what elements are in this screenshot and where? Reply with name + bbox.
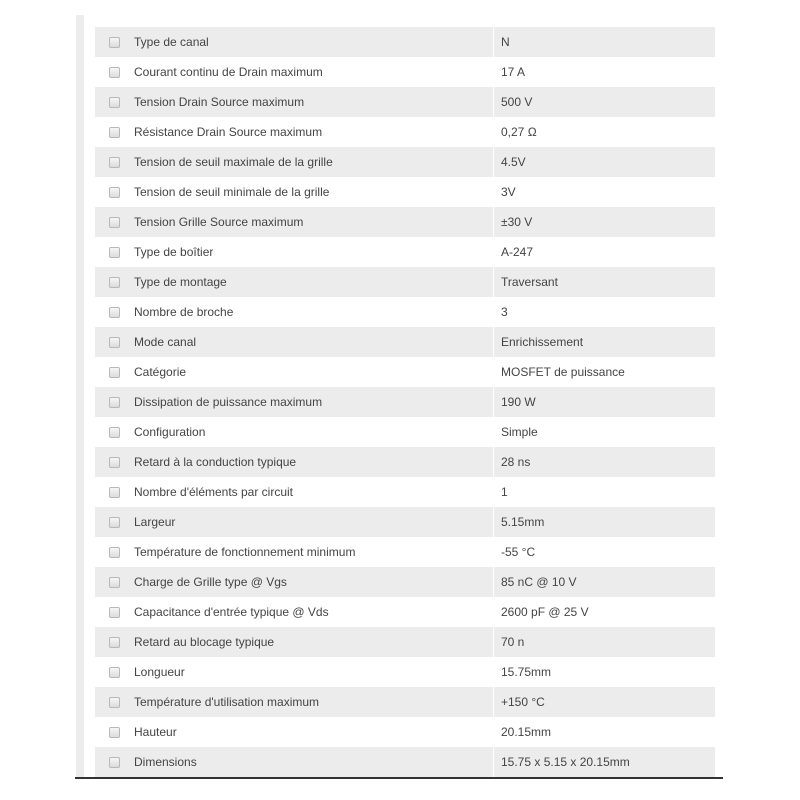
spec-value: -55 °C xyxy=(494,537,716,567)
spec-row xyxy=(95,87,715,117)
checkbox-cell xyxy=(95,387,133,417)
spec-row xyxy=(95,327,715,357)
row-checkbox[interactable] xyxy=(109,487,120,498)
spec-name: Résistance Drain Source maximum xyxy=(134,125,323,139)
spec-row xyxy=(95,657,715,687)
row-checkbox[interactable] xyxy=(109,37,120,48)
spec-name: Tension de seuil minimale de la grille xyxy=(134,185,330,199)
spec-row xyxy=(95,237,715,267)
checkbox-cell xyxy=(95,297,133,327)
spec-name: Hauteur xyxy=(134,725,177,739)
spec-row xyxy=(95,417,715,447)
row-checkbox[interactable] xyxy=(109,427,120,438)
spec-value: ±30 V xyxy=(494,207,716,237)
row-checkbox[interactable] xyxy=(109,367,120,378)
checkbox-cell xyxy=(95,477,133,507)
spec-row xyxy=(95,57,715,87)
spec-name: Largeur xyxy=(133,507,494,537)
row-checkbox[interactable] xyxy=(109,577,120,588)
row-checkbox[interactable] xyxy=(109,217,120,228)
spec-row xyxy=(95,117,715,147)
spec-row xyxy=(95,627,715,657)
spec-row xyxy=(95,177,715,207)
checkbox-cell xyxy=(95,117,133,147)
spec-value: 28 ns xyxy=(494,447,716,477)
checkbox-cell xyxy=(95,207,133,237)
spec-value: Enrichissement xyxy=(494,327,716,357)
spec-name: Capacitance d'entrée typique @ Vds xyxy=(134,605,329,619)
spec-value: 3 xyxy=(494,297,716,327)
checkbox-cell xyxy=(95,27,133,57)
spec-name: Retard au blocage typique xyxy=(133,627,494,657)
spec-name: Température de fonctionnement minimum xyxy=(134,545,356,559)
checkbox-cell xyxy=(95,627,133,657)
row-checkbox[interactable] xyxy=(109,697,120,708)
spec-value: 500 V xyxy=(494,87,716,117)
specs-table xyxy=(95,27,715,777)
checkbox-cell xyxy=(95,87,133,117)
spec-value: Traversant xyxy=(494,267,716,297)
spec-value: 1 xyxy=(494,477,716,507)
spec-name: Tension de seuil maximale de la grille xyxy=(133,147,494,177)
spec-row xyxy=(95,567,715,597)
spec-value: 5.15mm xyxy=(494,507,716,537)
bottom-divider xyxy=(75,777,723,779)
spec-row xyxy=(95,477,715,507)
spec-name: Courant continu de Drain maximum xyxy=(134,65,323,79)
spec-row xyxy=(95,357,715,387)
row-checkbox[interactable] xyxy=(109,667,120,678)
spec-row xyxy=(95,387,715,417)
spec-name: Type de boîtier xyxy=(134,245,214,259)
spec-value: A-247 xyxy=(494,237,716,267)
checkbox-cell xyxy=(95,567,133,597)
spec-value: 85 nC @ 10 V xyxy=(494,567,716,597)
checkbox-cell xyxy=(95,687,133,717)
row-checkbox[interactable] xyxy=(109,547,120,558)
spec-value: 4.5V xyxy=(494,147,716,177)
spec-value: 0,27 Ω xyxy=(494,117,716,147)
checkbox-cell xyxy=(95,147,133,177)
spec-name: Nombre de broche xyxy=(134,305,234,319)
row-checkbox[interactable] xyxy=(109,397,120,408)
spec-name: Retard à la conduction typique xyxy=(133,447,494,477)
row-checkbox[interactable] xyxy=(109,337,120,348)
row-checkbox[interactable] xyxy=(109,727,120,738)
spec-row xyxy=(95,597,715,627)
spec-name: Type de canal xyxy=(133,27,494,57)
row-checkbox[interactable] xyxy=(109,517,120,528)
spec-row xyxy=(95,267,715,297)
spec-value: 70 n xyxy=(494,627,716,657)
row-checkbox[interactable] xyxy=(109,187,120,198)
spec-row xyxy=(95,537,715,567)
checkbox-cell xyxy=(95,537,133,567)
spec-name: Tension Grille Source maximum xyxy=(133,207,494,237)
spec-row xyxy=(95,207,715,237)
spec-name: Longueur xyxy=(134,665,185,679)
row-checkbox[interactable] xyxy=(109,457,120,468)
row-checkbox[interactable] xyxy=(109,757,120,768)
spec-name: Nombre d'éléments par circuit xyxy=(134,485,294,499)
spec-row xyxy=(95,747,715,777)
spec-value: 20.15mm xyxy=(494,717,716,747)
spec-value: +150 °C xyxy=(494,687,716,717)
spec-value: 17 A xyxy=(494,57,716,87)
spec-row xyxy=(95,447,715,477)
spec-name: Charge de Grille type @ Vgs xyxy=(133,567,494,597)
spec-value: 2600 pF @ 25 V xyxy=(494,597,716,627)
checkbox-cell xyxy=(95,417,133,447)
checkbox-cell xyxy=(95,267,133,297)
row-checkbox[interactable] xyxy=(109,307,120,318)
row-checkbox[interactable] xyxy=(109,67,120,78)
spec-row xyxy=(95,507,715,537)
checkbox-cell xyxy=(95,447,133,477)
spec-name: Mode canal xyxy=(133,327,494,357)
spec-row xyxy=(95,27,715,57)
spec-name: Type de montage xyxy=(133,267,494,297)
row-checkbox[interactable] xyxy=(109,247,120,258)
spec-value: N xyxy=(494,27,716,57)
spec-name: Dimensions xyxy=(133,747,494,777)
spec-row xyxy=(95,297,715,327)
row-checkbox[interactable] xyxy=(109,127,120,138)
spec-name: Tension Drain Source maximum xyxy=(133,87,494,117)
spec-name: Température d'utilisation maximum xyxy=(133,687,494,717)
checkbox-cell xyxy=(95,507,133,537)
spec-name: Catégorie xyxy=(134,365,187,379)
spec-value: 3V xyxy=(494,177,716,207)
checkbox-cell xyxy=(95,237,133,267)
checkbox-cell xyxy=(95,357,133,387)
spec-value: 15.75 x 5.15 x 20.15mm xyxy=(494,747,716,777)
checkbox-cell xyxy=(95,327,133,357)
row-checkbox[interactable] xyxy=(109,277,120,288)
left-border-bar xyxy=(76,15,84,778)
checkbox-cell xyxy=(95,717,133,747)
spec-value: 190 W xyxy=(494,387,716,417)
spec-value: MOSFET de puissance xyxy=(494,357,716,387)
checkbox-cell xyxy=(95,177,133,207)
spec-value: 15.75mm xyxy=(494,657,716,687)
row-checkbox[interactable] xyxy=(109,97,120,108)
row-checkbox[interactable] xyxy=(109,157,120,168)
spec-name: Configuration xyxy=(134,425,206,439)
checkbox-cell xyxy=(95,747,133,777)
spec-value: Simple xyxy=(494,417,716,447)
checkbox-cell xyxy=(95,57,133,87)
checkbox-cell xyxy=(95,657,133,687)
spec-name: Dissipation de puissance maximum xyxy=(133,387,494,417)
spec-row xyxy=(95,717,715,747)
checkbox-cell xyxy=(95,597,133,627)
spec-row xyxy=(95,147,715,177)
spec-row xyxy=(95,687,715,717)
row-checkbox[interactable] xyxy=(109,637,120,648)
row-checkbox[interactable] xyxy=(109,607,120,618)
